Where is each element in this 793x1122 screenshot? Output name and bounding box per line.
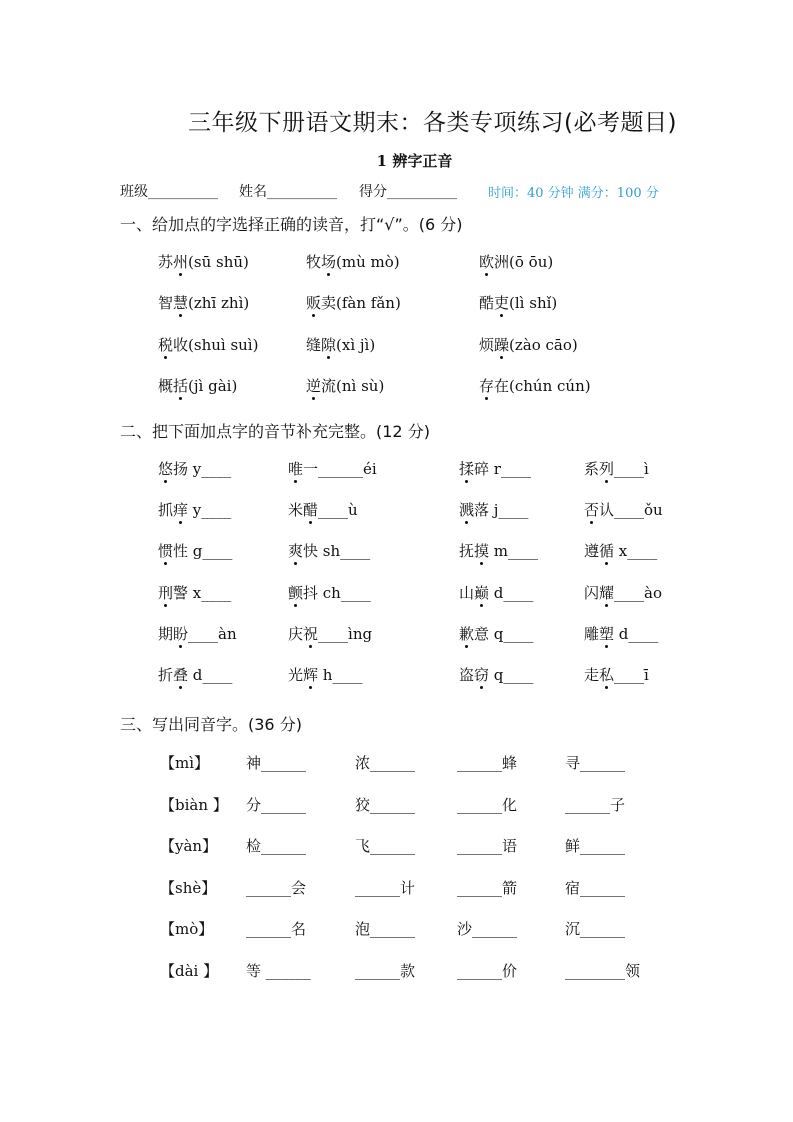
item-text: (mù mò) [336,253,400,271]
item-text: 折 [158,666,174,684]
item-text: ____ào [614,583,663,602]
dotted-char: 惯 [158,542,174,561]
dotted-char: 耀 [599,583,615,602]
class-field: 班级__________ [120,184,218,200]
item-text: h____ [318,666,363,684]
syllable-fill-item [459,582,533,603]
reading-choice-item [158,292,249,313]
dotted-char: 痒 [173,501,189,520]
item-text: 闪 [584,583,600,602]
homophone-blank: 狡______ [355,795,416,814]
homophone-blank: 飞______ [355,837,416,856]
homophone-blank: ______款 [355,962,416,980]
item-text: 流(nì sù) [321,376,385,395]
item-text: 警 x____ [173,583,232,602]
dotted-char: 颤 [288,583,304,602]
dotted-char: 私 [599,666,615,684]
item-text: y____ [188,501,232,520]
item-text: 快 sh____ [303,542,371,561]
item-text: d____ [188,666,233,684]
reading-choice-item [158,375,237,396]
dotted-char: 祝 [303,624,319,643]
syllable-fill-item [584,540,657,561]
syllable-fill-item [584,664,649,685]
syllable-fill-item [288,623,372,644]
syllable-fill-item [288,499,358,520]
item-text: m____ [489,542,539,561]
item-text: 意 q____ [474,624,534,643]
homophone-blank: 泡______ [355,920,416,939]
syllable-fill-item [288,664,362,685]
item-text: 走 [584,666,600,684]
homophone-blank: ______化 [457,795,518,814]
homophone-blank: 检______ [246,837,307,856]
reading-choice-item [306,375,384,396]
pinyin-label: 【biàn 】 [160,795,228,814]
homophone-blank: 等 ______ [246,962,311,980]
homophone-blank: ______蜂 [457,754,518,772]
item-text: d____ [489,583,534,602]
homophone-blank: 神______ [246,754,307,772]
item-text: 系 [584,460,600,478]
item-text: 期 [158,624,174,643]
dotted-char: 醋 [303,501,319,520]
section3-heading: 三、写出同音字。(36 分) [120,715,302,734]
homophone-blank: 浓______ [355,754,416,772]
dotted-char: 税 [158,335,174,354]
dotted-char: 摸 [474,542,490,561]
syllable-fill-item [288,582,371,603]
dotted-char: 塑 [599,624,615,643]
homophone-blank: 寻______ [565,754,626,772]
homophone-blank: ______价 [457,962,518,980]
item-text: 智 [158,294,174,313]
item-text: 米 [288,501,304,520]
homophone-blank: ______语 [457,837,518,856]
dotted-char: 场 [321,253,337,271]
dotted-char: 窃 [474,666,490,684]
dotted-char: 逆 [306,376,322,395]
homophone-blank: 沉______ [565,920,626,939]
item-text: 光 [288,666,304,684]
page-subtitle: 1 辨字正音 [376,152,453,170]
item-text: 扬 y____ [173,460,232,478]
dotted-char: 悠 [158,460,174,478]
homophone-blank: ______箭 [457,878,518,897]
syllable-fill-item [158,623,237,644]
dotted-char: 刑 [158,583,174,602]
item-text: (zhī zhì) [188,294,250,313]
syllable-fill-item [288,458,377,479]
item-text: ____àn [188,624,237,643]
item-text: 洲(ō ōu) [494,253,554,271]
item-text: 山 [459,583,475,602]
dotted-char: 爽 [288,542,304,561]
item-text: 遵 [584,542,600,561]
syllable-fill-item [288,540,370,561]
item-text: ____ù [318,501,358,520]
item-text: 牧 [306,253,322,271]
syllable-fill-item [584,458,649,479]
syllable-fill-item [158,664,232,685]
syllable-fill-item [158,499,231,520]
syllable-fill-item [584,582,662,603]
item-text: 卖(fàn fǎn) [321,294,401,313]
reading-choice-item [158,334,258,355]
dotted-char: 溅 [459,501,475,520]
reading-choice-item [158,251,249,272]
item-text: (sū shū) [188,253,249,271]
syllable-fill-item [158,458,231,479]
dotted-char: 躁 [494,335,510,354]
reading-choice-item [479,375,591,396]
homophone-blank: 沙______ [457,920,518,939]
dotted-char: 盼 [173,624,189,643]
homophone-blank: ______会 [246,878,307,897]
dotted-char: 歉 [459,624,475,643]
item-text: q____ [489,666,534,684]
syllable-fill-item [158,582,231,603]
homophone-blank: ______子 [565,795,626,814]
page-title: 三年级下册语文期末：各类专项练习(必考题目) [188,110,677,136]
item-text: 抚 [459,542,475,561]
pinyin-label: 【mì】 [160,754,210,772]
item-text: 一______éi [303,460,377,478]
item-text: 收(shuì suì) [173,335,259,354]
dotted-char: 贩 [306,294,322,313]
dotted-char: 循 [599,542,615,561]
item-text: (xì jì) [336,335,376,354]
item-text: ____ī [614,666,649,684]
syllable-fill-item [459,540,538,561]
dotted-char: 否 [584,501,600,520]
item-text: 缝 [306,335,322,354]
syllable-fill-item [584,499,663,520]
item-text: (zào cāo) [509,335,578,354]
syllable-fill-item [459,623,533,644]
item-text: 性 g____ [173,542,233,561]
pinyin-label: 【yàn】 [160,837,218,856]
syllable-fill-item [158,540,232,561]
item-text: 在(chún cún) [494,376,591,395]
item-text: 认____ǒu [599,501,663,520]
name-field: 姓名__________ [239,184,337,200]
reading-choice-item [306,292,401,313]
homophone-blank: ________领 [565,962,641,980]
dotted-char: 揉 [459,460,475,478]
syllable-fill-item [459,458,531,479]
dotted-char: 吏 [494,294,510,313]
homophone-blank: 宿______ [565,878,626,897]
item-text: 庆 [288,624,304,643]
dotted-char: 存 [479,376,495,395]
dotted-char: 巅 [474,583,490,602]
item-text: x____ [614,542,658,561]
reading-choice-item [479,334,578,355]
item-text: (lì shǐ) [509,294,558,313]
syllable-fill-item [584,623,658,644]
homophone-blank: ______名 [246,920,307,939]
item-text: 抓 [158,501,174,520]
item-text: ____ìng [318,624,373,643]
reading-choice-item [479,251,553,272]
item-text: 盗 [459,666,475,684]
homophone-blank: 分______ [246,795,307,814]
homophone-blank: 鲜______ [565,837,626,856]
reading-choice-item [479,292,557,313]
item-text: 抖 ch____ [303,583,371,602]
item-text: (jì gài) [188,376,238,395]
dotted-char: 欧 [479,253,495,271]
item-text: 苏 [158,253,174,271]
dotted-char: 列 [599,460,615,478]
pinyin-label: 【mò】 [160,920,214,939]
dotted-char: 州 [173,253,189,271]
syllable-fill-item [459,499,528,520]
dotted-char: 叠 [173,666,189,684]
item-text: 碎 r____ [474,460,531,478]
item-text: 酷 [479,294,495,313]
time-score-info: 时间：40 分钟 满分：100 分 [488,186,659,201]
score-field: 得分__________ [359,184,457,200]
item-text: 落 j____ [474,501,529,520]
reading-choice-item [306,251,400,272]
item-text: d____ [614,624,659,643]
section2-heading: 二、把下面加点字的音节补充完整。(12 分) [120,422,430,441]
item-text: ____ì [614,460,649,478]
syllable-fill-item [459,664,533,685]
dotted-char: 隙 [321,335,337,354]
pinyin-label: 【shè】 [160,878,217,897]
reading-choice-item [306,334,375,355]
dotted-char: 辉 [303,666,319,684]
section1-heading: 一、给加点的字选择正确的读音，打“√”。(6 分) [120,215,463,234]
pinyin-label: 【dài 】 [160,962,219,980]
dotted-char: 唯 [288,460,304,478]
item-text: 概 [158,376,174,395]
item-text: 雕 [584,624,600,643]
homophone-blank: ______计 [355,878,416,897]
dotted-char: 括 [173,376,189,395]
item-text: 烦 [479,335,495,354]
dotted-char: 慧 [173,294,189,313]
